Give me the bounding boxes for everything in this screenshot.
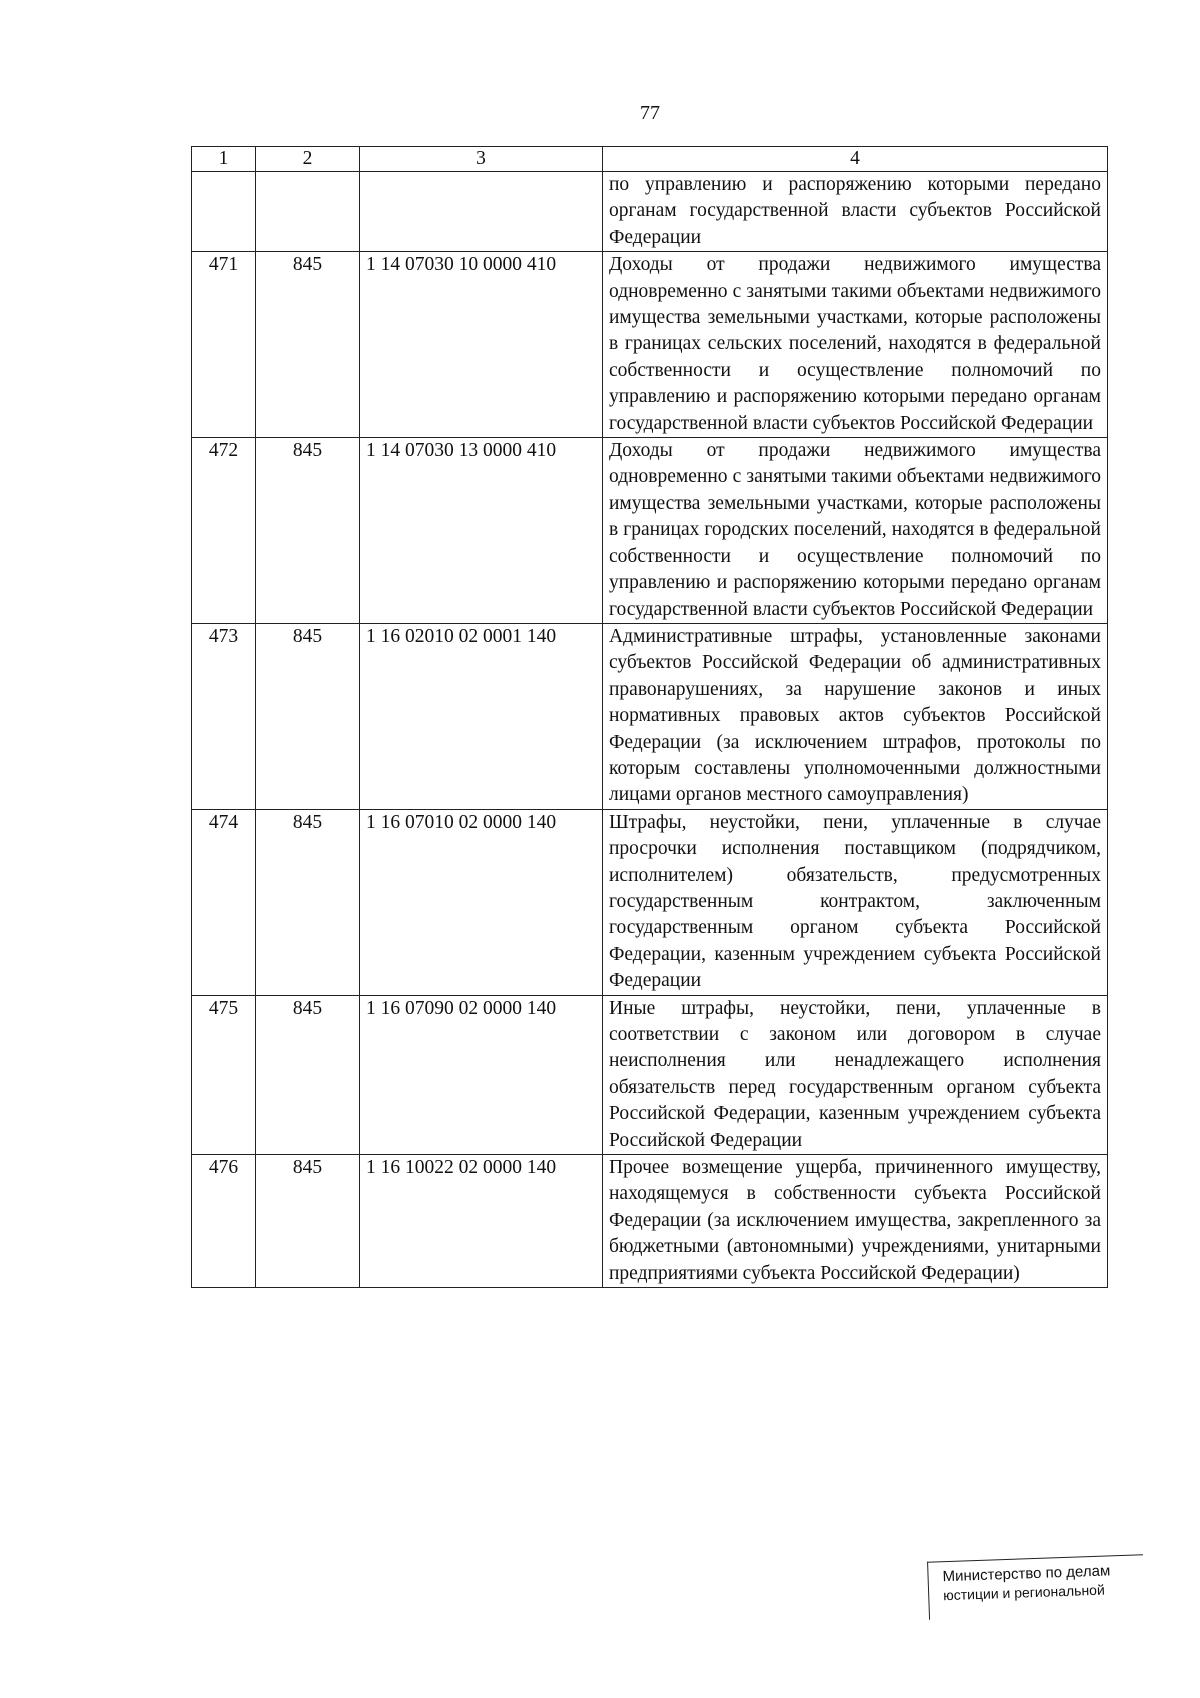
row-number: 472 xyxy=(192,438,256,624)
admin-code: 845 xyxy=(256,1155,360,1288)
budget-classification-code xyxy=(360,172,603,252)
table-row xyxy=(192,252,1108,438)
header-col-2: 2 xyxy=(256,147,360,172)
header-col-4: 4 xyxy=(603,147,1108,172)
admin-code xyxy=(256,172,360,252)
table-row xyxy=(192,438,1108,624)
header-col-1: 1 xyxy=(192,147,256,172)
revenue-description: по управлению и распоряжению которыми передано органам государственной власти субъектов Российской Федерации xyxy=(603,172,1108,252)
revenue-description: Штрафы, неустойки, пени, уплаченные в случае просрочки исполнения поставщиком (подрядчиком, исполнителем) обязательств, предусмотренных государственным контрактом, заключенным государственным органом субъекта Российской Федерации, казенным учреждением субъекта Российской Федерации xyxy=(603,809,1108,995)
stamp-line-1: Министерство по делам xyxy=(942,1562,1111,1586)
revenue-description: Прочее возмещение ущерба, причиненного имуществу, находящемуся в собственности субъекта Российской Федерации (за исключением имущества, закрепленного за бюджетными (автономными) учреждениями, унитарными предприятиями субъекта Российской Федерации) xyxy=(603,1155,1108,1288)
budget-classification-code: 1 14 07030 13 0000 410 xyxy=(360,438,603,624)
budget-classification-code: 1 16 07090 02 0000 140 xyxy=(360,995,603,1154)
admin-code: 845 xyxy=(256,438,360,624)
revenue-codes-table xyxy=(191,146,1108,1288)
budget-classification-code: 1 16 10022 02 0000 140 xyxy=(360,1155,603,1288)
budget-classification-code: 1 14 07030 10 0000 410 xyxy=(360,252,603,438)
table-row xyxy=(192,995,1108,1154)
table-row xyxy=(192,623,1108,809)
table-header-row xyxy=(192,147,1108,172)
header-col-3: 3 xyxy=(360,147,603,172)
admin-code: 845 xyxy=(256,809,360,995)
row-number: 473 xyxy=(192,623,256,809)
revenue-description: Иные штрафы, неустойки, пени, уплаченные в соответствии с законом или договором в случае неисполнения или ненадлежащего исполнения обязательств перед государственным органом субъекта Российской Федерации, казенным учреждением субъекта Российской Федерации xyxy=(603,995,1108,1154)
page-number: 77 xyxy=(640,102,660,124)
admin-code: 845 xyxy=(256,252,360,438)
revenue-description: Административные штрафы, установленные законами субъектов Российской Федерации об административных правонарушениях, за нарушение законов и иных нормативных правовых актов субъектов Российской Федерации (за исключением штрафов, протоколы по которым составлены уполномоченными должностными лицами органов местного самоуправления) xyxy=(603,623,1108,809)
revenue-description: Доходы от продажи недвижимого имущества одновременно с занятыми такими объектами недвижимого имущества земельными участками, которые расположены в границах сельских поселений, находятся в федеральной собственности и осуществление полномочий по управлению и распоряжению которыми передано органам государственной власти субъектов Российской Федерации xyxy=(603,252,1108,438)
row-number: 475 xyxy=(192,995,256,1154)
row-number: 476 xyxy=(192,1155,256,1288)
table-row xyxy=(192,809,1108,995)
budget-classification-code: 1 16 02010 02 0001 140 xyxy=(360,623,603,809)
table-row xyxy=(192,172,1108,252)
admin-code: 845 xyxy=(256,995,360,1154)
ministry-stamp xyxy=(927,1554,1145,1620)
row-number: 474 xyxy=(192,809,256,995)
row-number xyxy=(192,172,256,252)
row-number: 471 xyxy=(192,252,256,438)
stamp-line-2: юстиции и региональной xyxy=(942,1581,1106,1604)
revenue-description: Доходы от продажи недвижимого имущества одновременно с занятыми такими объектами недвижимого имущества земельными участками, которые расположены в границах городских поселений, находятся в федеральной собственности и осуществление полномочий по управлению и распоряжению которыми передано органам государственной власти субъектов Российской Федерации xyxy=(603,438,1108,624)
budget-classification-code: 1 16 07010 02 0000 140 xyxy=(360,809,603,995)
table-row xyxy=(192,1155,1108,1288)
admin-code: 845 xyxy=(256,623,360,809)
